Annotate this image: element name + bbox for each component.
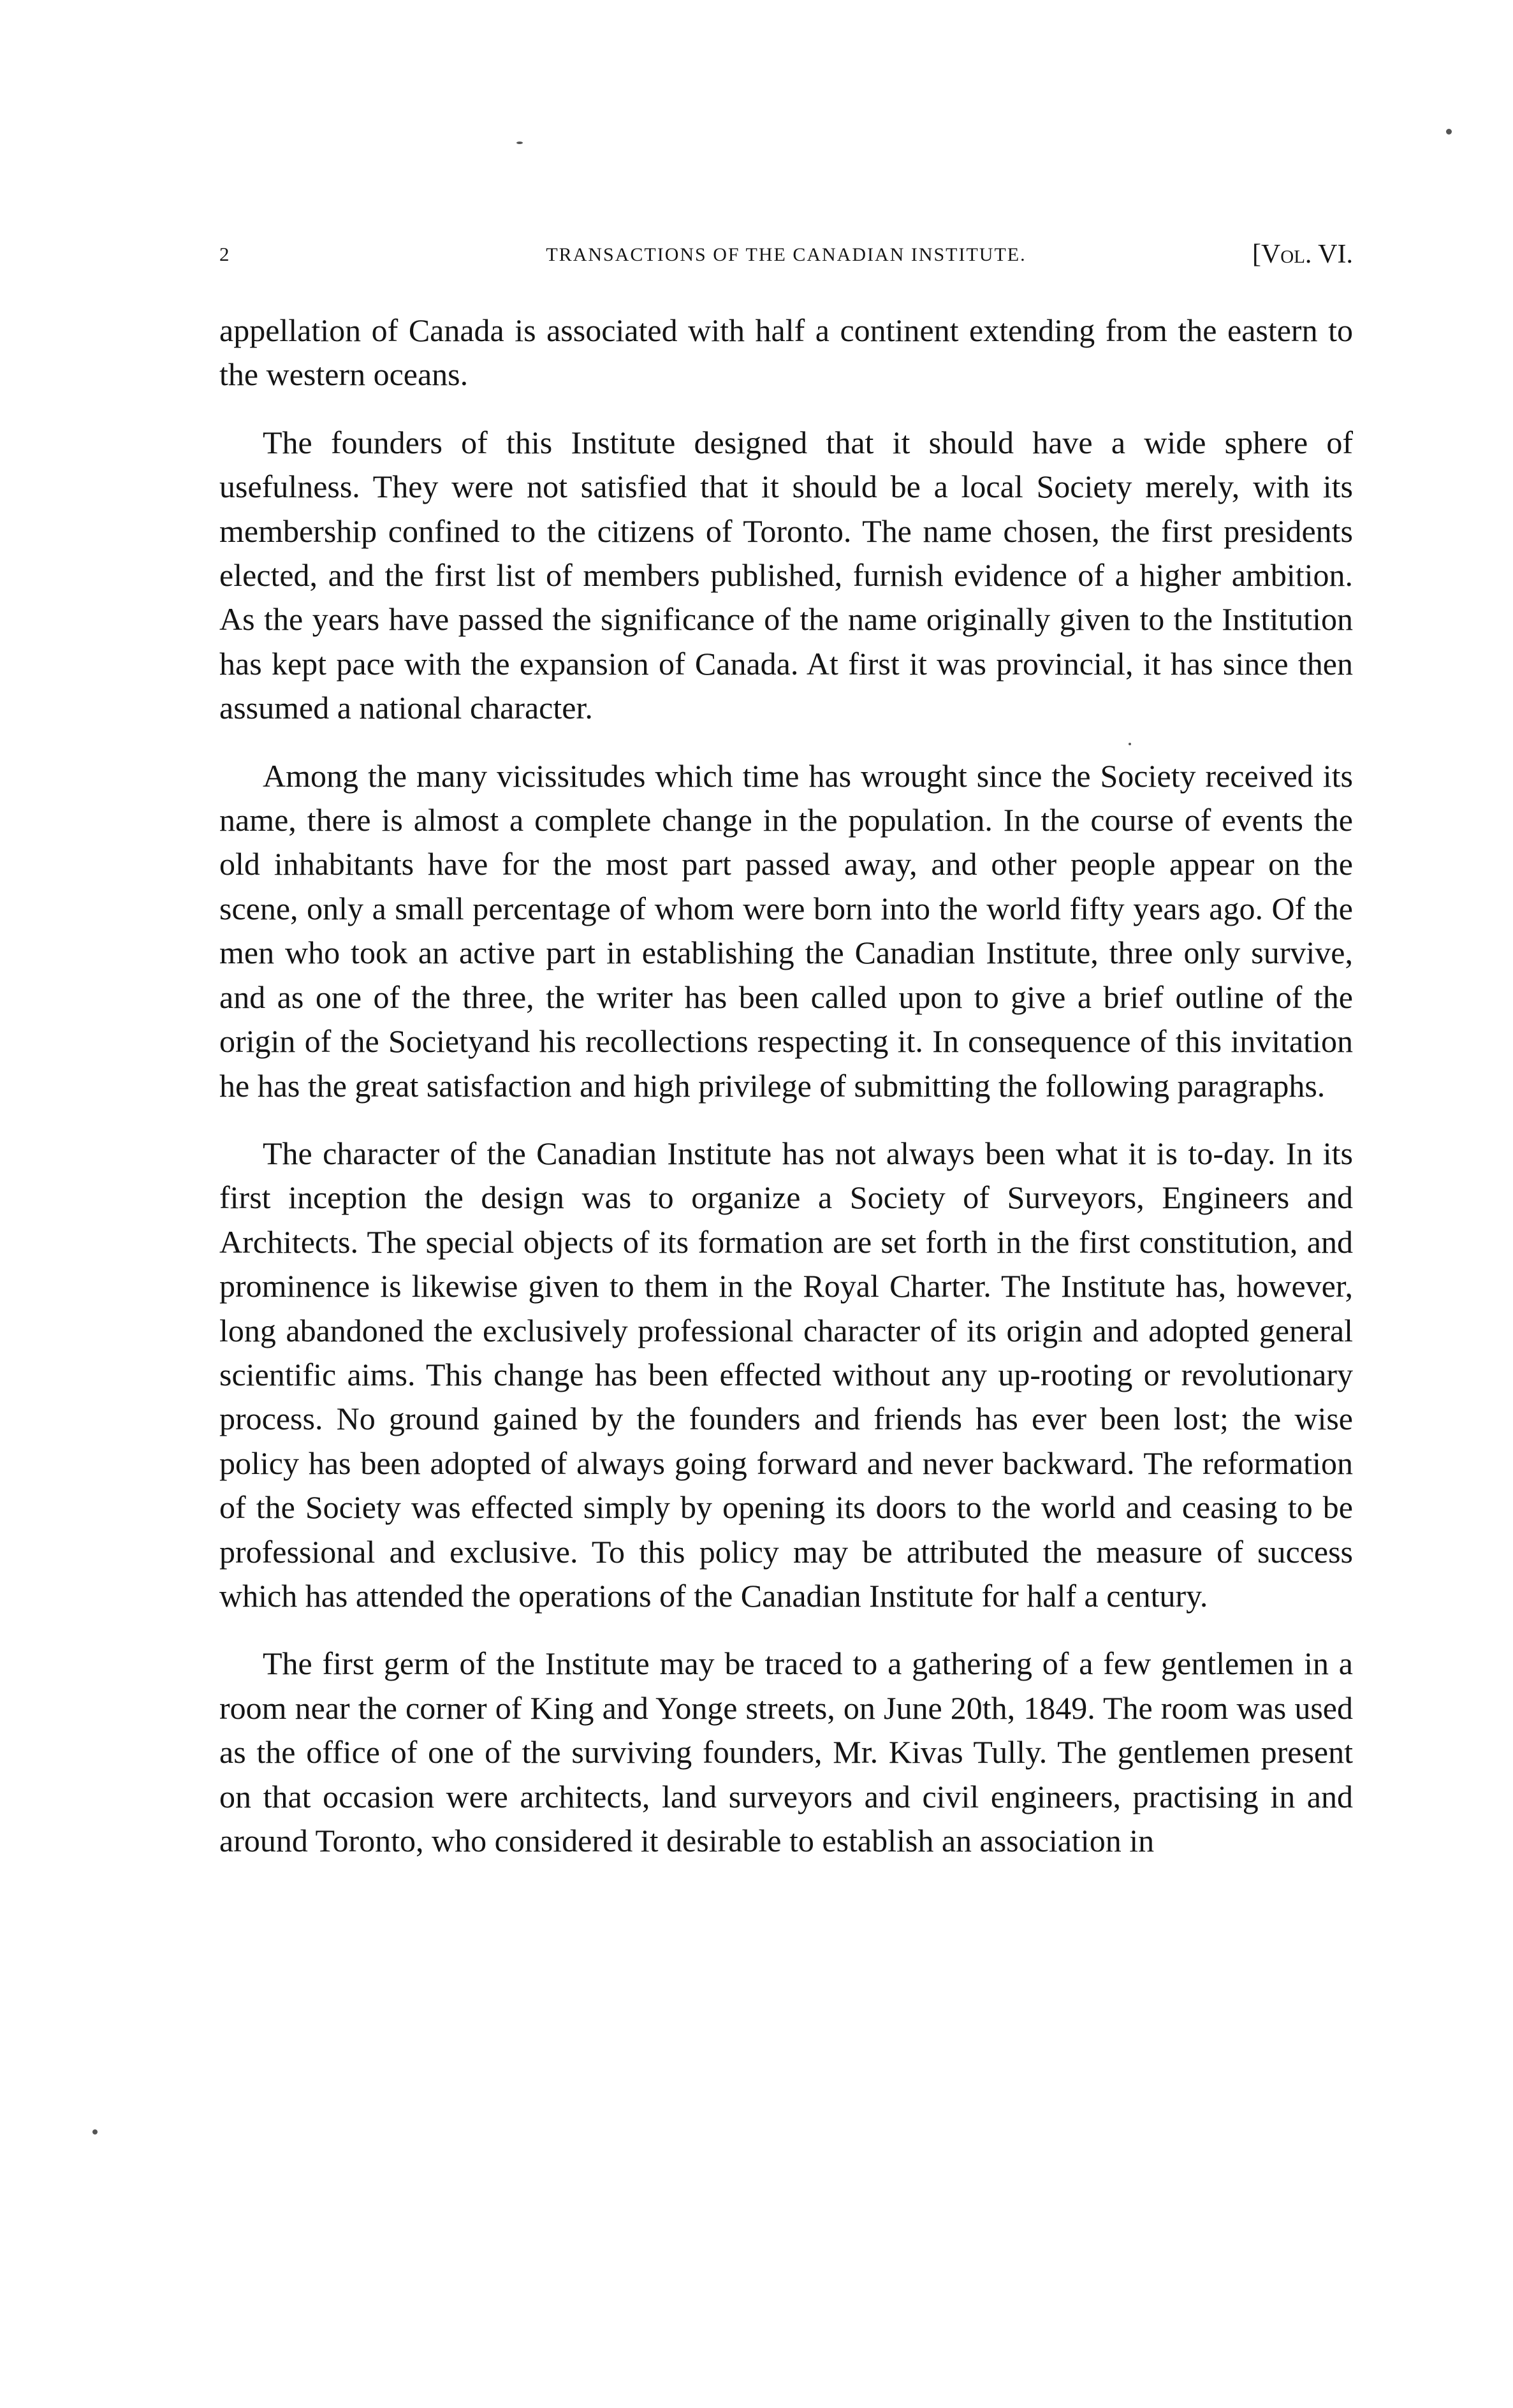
paragraph-founders: The founders of this Institute designed that it should have a wide sphere of usefulness. They were not satisfied that it should be a local Society merely, with its membership confined to the citizens of Toronto. The name chosen, the first presidents elected, and the first list of members published, furnish evidence of a higher ambition. As the years have passed the significance of the name originally given to the Institution has kept pace with the expansion of Canada. At first it was provincial, it has since then assumed a national character. (219, 424, 1353, 726)
scan-speck (92, 2129, 98, 2134)
page-number: 2 (219, 243, 230, 265)
body-text (219, 309, 1353, 1886)
volume-label: [Vol. VI. (1252, 240, 1353, 269)
scan-speck (1129, 743, 1131, 745)
scan-speck (1446, 129, 1452, 135)
paragraph-continuation: appellation of Canada is associated with half a continent extending from the eastern to the western oceans. (219, 312, 1353, 393)
paragraph-vicissitudes: Among the many vicissitudes which time has wrought since the Society received its name, there is almost a complete change in the population. In the course of events the old inhabitants have for the most part passed away, and other people appear on the scene, only a small percentage of whom were born into the world fifty years ago. Of the men who took an active part in establishing the Canadian Institute, three only survive, and as one of the three, the writer has been called upon to give a brief outline of the origin of the Societyand his recollections respecting it. In consequence of this invitation he has the great satisfaction and high privilege of submitting the following paragraphs. (219, 757, 1353, 1104)
scan-speck (516, 142, 523, 144)
paragraph-first-germ: The first germ of the Institute may be traced to a gathering of a few gentlemen in a room near the corner of King and Yonge streets, on June 20th, 1849. The room was used as the office of one of the surviving founders, Mr. Kivas Tully. The gentlemen present on that occasion were architects, land surveyors and civil engineers, practising in and around Toronto, who considered it desirable to establish an association in (219, 1645, 1353, 1858)
running-title: TRANSACTIONS OF THE CANADIAN INSTITUTE. (546, 244, 1027, 265)
running-head (219, 239, 1353, 277)
paragraph-character: The character of the Canadian Institute has not always been what it is to-day. In its first inception the design was to organize a Society of Surveyors, Engineers and Architects. The special objects of its formation are set forth in the first constitution, and prominence is likewise given to them in the Royal Charter. The Institute has, however, long abandoned the exclusively professional character of its origin and adopted general scientific aims. This change has been effected without any up-rooting or revolutionary process. No ground gained by the founders and friends has ever been lost; the wise policy has been adopted of always going forward and never backward. The reformation of the Society was effected simply by opening its doors to the world and ceasing to be professional and exclusive. To this policy may be attributed the measure of success which has attended the operations of the Canadian Institute for half a century. (219, 1135, 1353, 1614)
